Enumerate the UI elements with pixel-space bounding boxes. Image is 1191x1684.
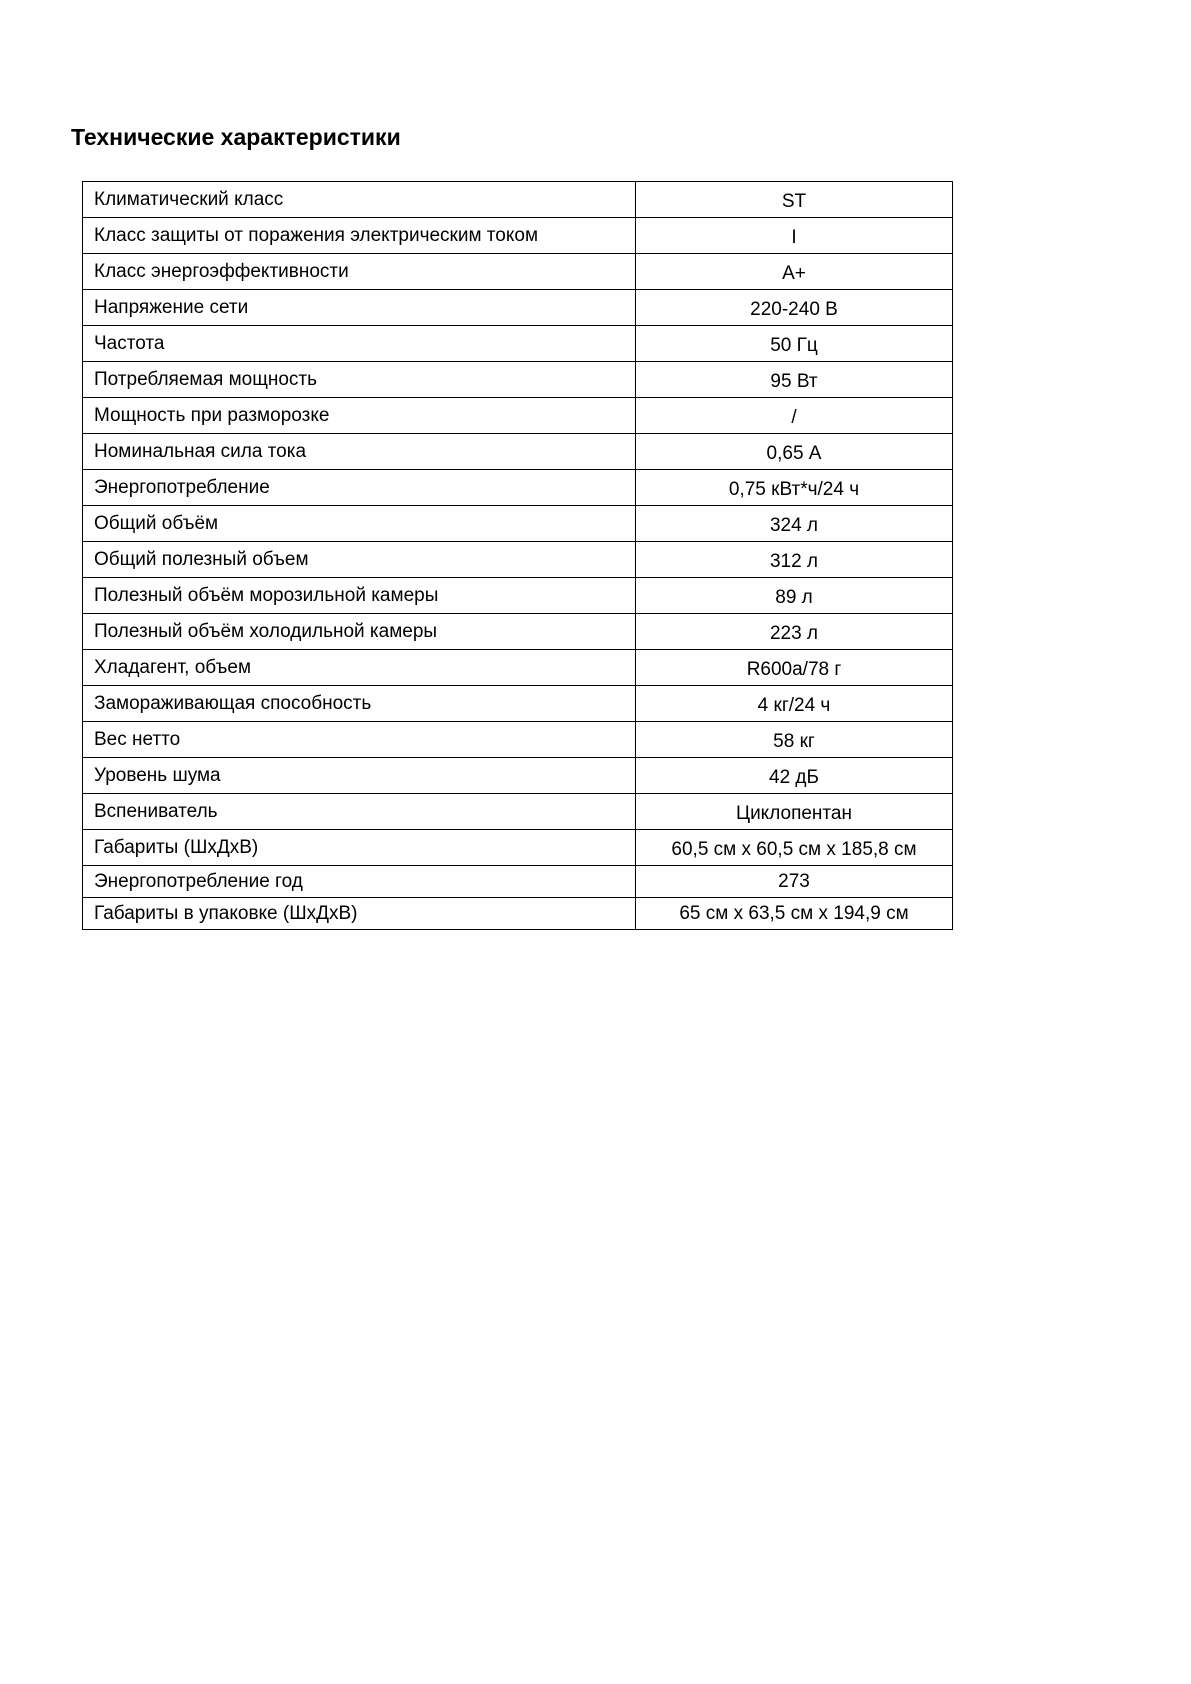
spec-label: Потребляемая мощность bbox=[83, 362, 636, 398]
table-row bbox=[83, 182, 953, 218]
spec-label: Климатический класс bbox=[83, 182, 636, 218]
spec-label: Вспениватель bbox=[83, 794, 636, 830]
table-row bbox=[83, 578, 953, 614]
table-row bbox=[83, 898, 953, 930]
table-row bbox=[83, 218, 953, 254]
table-row bbox=[83, 434, 953, 470]
spec-value: 89 л bbox=[636, 578, 953, 614]
spec-value: 60,5 см х 60,5 см х 185,8 см bbox=[636, 830, 953, 866]
spec-value: R600a/78 г bbox=[636, 650, 953, 686]
spec-value: Циклопентан bbox=[636, 794, 953, 830]
spec-value: 324 л bbox=[636, 506, 953, 542]
spec-value: 95 Вт bbox=[636, 362, 953, 398]
spec-value: 50 Гц bbox=[636, 326, 953, 362]
spec-label: Габариты в упаковке (ШхДхВ) bbox=[83, 898, 636, 930]
spec-value: 223 л bbox=[636, 614, 953, 650]
spec-label: Энергопотребление год bbox=[83, 866, 636, 898]
spec-label: Полезный объём холодильной камеры bbox=[83, 614, 636, 650]
spec-label: Хладагент, объем bbox=[83, 650, 636, 686]
page-title: Технические характеристики bbox=[71, 124, 401, 150]
spec-value: 0,75 кВт*ч/24 ч bbox=[636, 470, 953, 506]
spec-value: 273 bbox=[636, 866, 953, 898]
table-row bbox=[83, 398, 953, 434]
spec-value: 0,65 А bbox=[636, 434, 953, 470]
spec-value: I bbox=[636, 218, 953, 254]
table-row bbox=[83, 254, 953, 290]
spec-value: 65 см х 63,5 см х 194,9 см bbox=[636, 898, 953, 930]
spec-label: Мощность при разморозке bbox=[83, 398, 636, 434]
spec-label: Частота bbox=[83, 326, 636, 362]
table-row bbox=[83, 290, 953, 326]
spec-value: 58 кг bbox=[636, 722, 953, 758]
table-row bbox=[83, 866, 953, 898]
table-row bbox=[83, 362, 953, 398]
table-row bbox=[83, 506, 953, 542]
table-row bbox=[83, 686, 953, 722]
spec-label: Полезный объём морозильной камеры bbox=[83, 578, 636, 614]
spec-label: Общий полезный объем bbox=[83, 542, 636, 578]
spec-label: Класс защиты от поражения электрическим током bbox=[83, 218, 636, 254]
spec-label: Замораживающая способность bbox=[83, 686, 636, 722]
spec-label: Номинальная сила тока bbox=[83, 434, 636, 470]
spec-label: Энергопотребление bbox=[83, 470, 636, 506]
spec-value: 42 дБ bbox=[636, 758, 953, 794]
spec-value: / bbox=[636, 398, 953, 434]
specs-table bbox=[82, 181, 953, 930]
spec-label: Габариты (ШхДхВ) bbox=[83, 830, 636, 866]
table-row bbox=[83, 722, 953, 758]
table-row bbox=[83, 794, 953, 830]
table-row bbox=[83, 470, 953, 506]
table-row bbox=[83, 758, 953, 794]
table-row bbox=[83, 614, 953, 650]
table-row bbox=[83, 326, 953, 362]
spec-label: Вес нетто bbox=[83, 722, 636, 758]
spec-value: 312 л bbox=[636, 542, 953, 578]
spec-value: ST bbox=[636, 182, 953, 218]
table-row bbox=[83, 650, 953, 686]
spec-value: 220-240 В bbox=[636, 290, 953, 326]
spec-label: Уровень шума bbox=[83, 758, 636, 794]
spec-label: Общий объём bbox=[83, 506, 636, 542]
spec-label: Напряжение сети bbox=[83, 290, 636, 326]
table-row bbox=[83, 542, 953, 578]
spec-label: Класс энергоэффективности bbox=[83, 254, 636, 290]
spec-value: A+ bbox=[636, 254, 953, 290]
table-row bbox=[83, 830, 953, 866]
spec-value: 4 кг/24 ч bbox=[636, 686, 953, 722]
